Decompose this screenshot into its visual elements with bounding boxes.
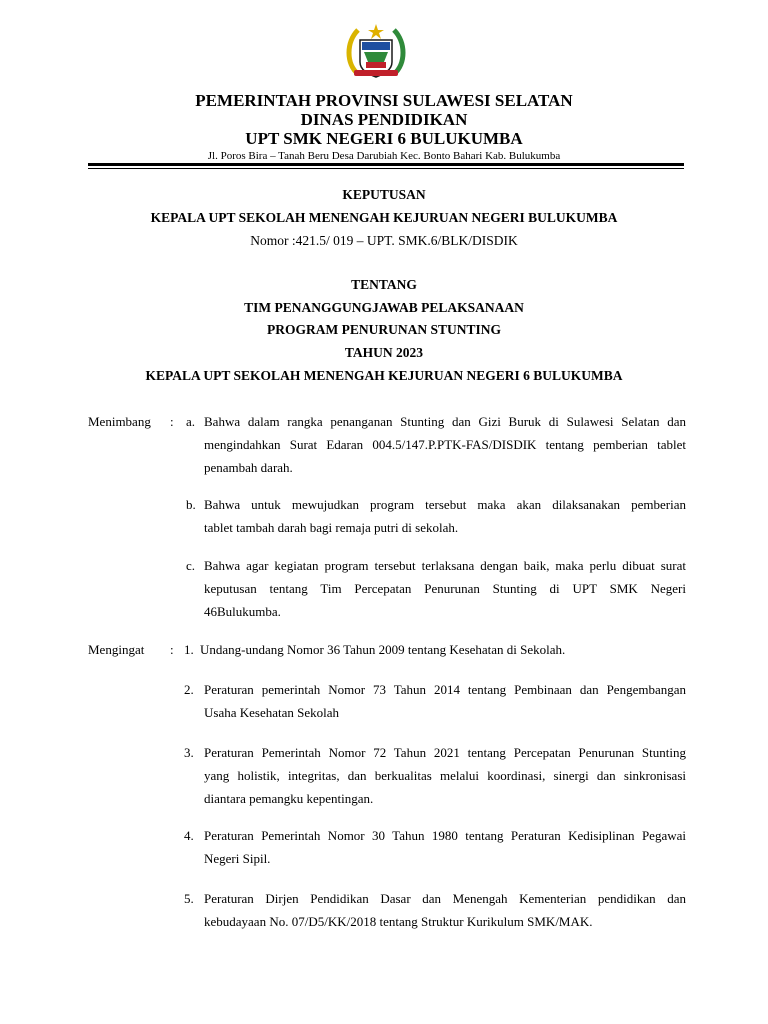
header-rule-thin bbox=[88, 168, 684, 169]
title-keputusan: KEPUTUSAN bbox=[342, 187, 426, 202]
item-marker: b. bbox=[186, 497, 196, 512]
menimbang-label: Menimbang bbox=[88, 414, 151, 429]
title-kepala: KEPALA UPT SEKOLAH MENENGAH KEJURUAN NEGERI BULUKUMBA bbox=[150, 210, 618, 225]
menimbang-item-a bbox=[186, 410, 686, 480]
emblem-logo bbox=[344, 22, 408, 82]
item-line: Peraturan Pemerintah Nomor 72 Tahun 2021 tentang Percepatan Penurunan Stunting bbox=[204, 745, 686, 760]
item-marker: 5. bbox=[184, 891, 194, 906]
title-subject-2: PROGRAM PENURUNAN STUNTING bbox=[266, 322, 501, 337]
item-line: Negeri Sipil. bbox=[204, 851, 271, 866]
item-line: mengindahkan Surat Edaran 004.5/147.P.PTK-FAS/DISDIK tentang pemberian tablet bbox=[204, 437, 686, 452]
header-address: Jl. Poros Bira – Tanah Beru Desa Darubiah Kec. Bonto Bahari Kab. Bulukumba bbox=[207, 150, 561, 162]
mengingat-label: Mengingat bbox=[88, 642, 145, 657]
item-line: yang holistik, integritas, dan berkualitas melalui koordinasi, sinergi dan sinkronisasi bbox=[204, 768, 686, 783]
item-line: Bahwa agar kegiatan program tersebut terlaksana dengan baik, maka perlu dibuat surat bbox=[204, 558, 686, 573]
menimbang-item-c bbox=[186, 554, 686, 624]
item-line: Bahwa untuk mewujudkan program tersebut maka akan dilaksanakan pemberian bbox=[204, 497, 686, 512]
item-line: Peraturan Dirjen Pendidikan Dasar dan Menengah Kementerian pendidikan dan bbox=[204, 891, 686, 906]
item-line: 46Bulukumba. bbox=[204, 604, 281, 619]
item-line: Usaha Kesehatan Sekolah bbox=[204, 705, 340, 720]
mengingat-item-1 bbox=[184, 638, 686, 662]
title-tentang: TENTANG bbox=[351, 277, 417, 292]
mengingat-item-5 bbox=[184, 887, 686, 935]
item-marker: 3. bbox=[184, 745, 194, 760]
mengingat-item-2 bbox=[184, 678, 686, 726]
header-line-2: DINAS PENDIDIKAN bbox=[300, 110, 468, 129]
item-line: Peraturan Pemerintah Nomor 30 Tahun 1980 tentang Peraturan Kedisiplinan Pegawai bbox=[204, 828, 686, 843]
header-line-3: UPT SMK NEGERI 6 BULUKUMBA bbox=[245, 129, 523, 148]
item-line: kebudayaan No. 07/D5/KK/2018 tentang Struktur Kurikulum SMK/MAK. bbox=[204, 914, 593, 929]
item-marker: a. bbox=[186, 414, 196, 429]
item-line: diantara pemangku kepentingan. bbox=[204, 791, 374, 806]
title-subject-1: TIM PENANGGUNGJAWAB PELAKSANAAN bbox=[244, 300, 524, 315]
header-rule-thick bbox=[88, 163, 684, 166]
item-line: Bahwa dalam rangka penanganan Stunting dan Gizi Buruk di Sulawesi Selatan dan bbox=[204, 414, 686, 429]
item-line: Peraturan pemerintah Nomor 73 Tahun 2014 tentang Pembinaan dan Pengembangan bbox=[204, 682, 686, 697]
title-year: TAHUN 2023 bbox=[344, 345, 424, 360]
mengingat-item-3 bbox=[184, 741, 686, 811]
item-marker: 2. bbox=[184, 682, 194, 697]
mengingat-item-4 bbox=[184, 824, 686, 872]
item-marker: c. bbox=[186, 558, 196, 573]
title-kepala-2: KEPALA UPT SEKOLAH MENENGAH KEJURUAN NEGERI 6 BULUKUMBA bbox=[145, 368, 623, 383]
title-nomor: Nomor :421.5/ 019 – UPT. SMK.6/BLK/DISDIK bbox=[250, 233, 518, 248]
menimbang-item-b bbox=[186, 493, 686, 541]
header-line-1: PEMERINTAH PROVINSI SULAWESI SELATAN bbox=[195, 91, 573, 110]
item-line: penambah darah. bbox=[204, 460, 293, 475]
mengingat-colon: : bbox=[170, 642, 174, 657]
item-line: keputusan tentang Tim Percepatan Penurunan Stunting di UPT SMK Negeri bbox=[204, 581, 686, 596]
item-line: tablet tambah darah bagi remaja putri di sekolah. bbox=[204, 520, 459, 535]
menimbang-colon: : bbox=[170, 414, 174, 429]
item-marker: 4. bbox=[184, 828, 194, 843]
item-line: Undang-undang Nomor 36 Tahun 2009 tentang Kesehatan di Sekolah. bbox=[200, 642, 566, 657]
item-marker: 1. bbox=[184, 642, 194, 657]
